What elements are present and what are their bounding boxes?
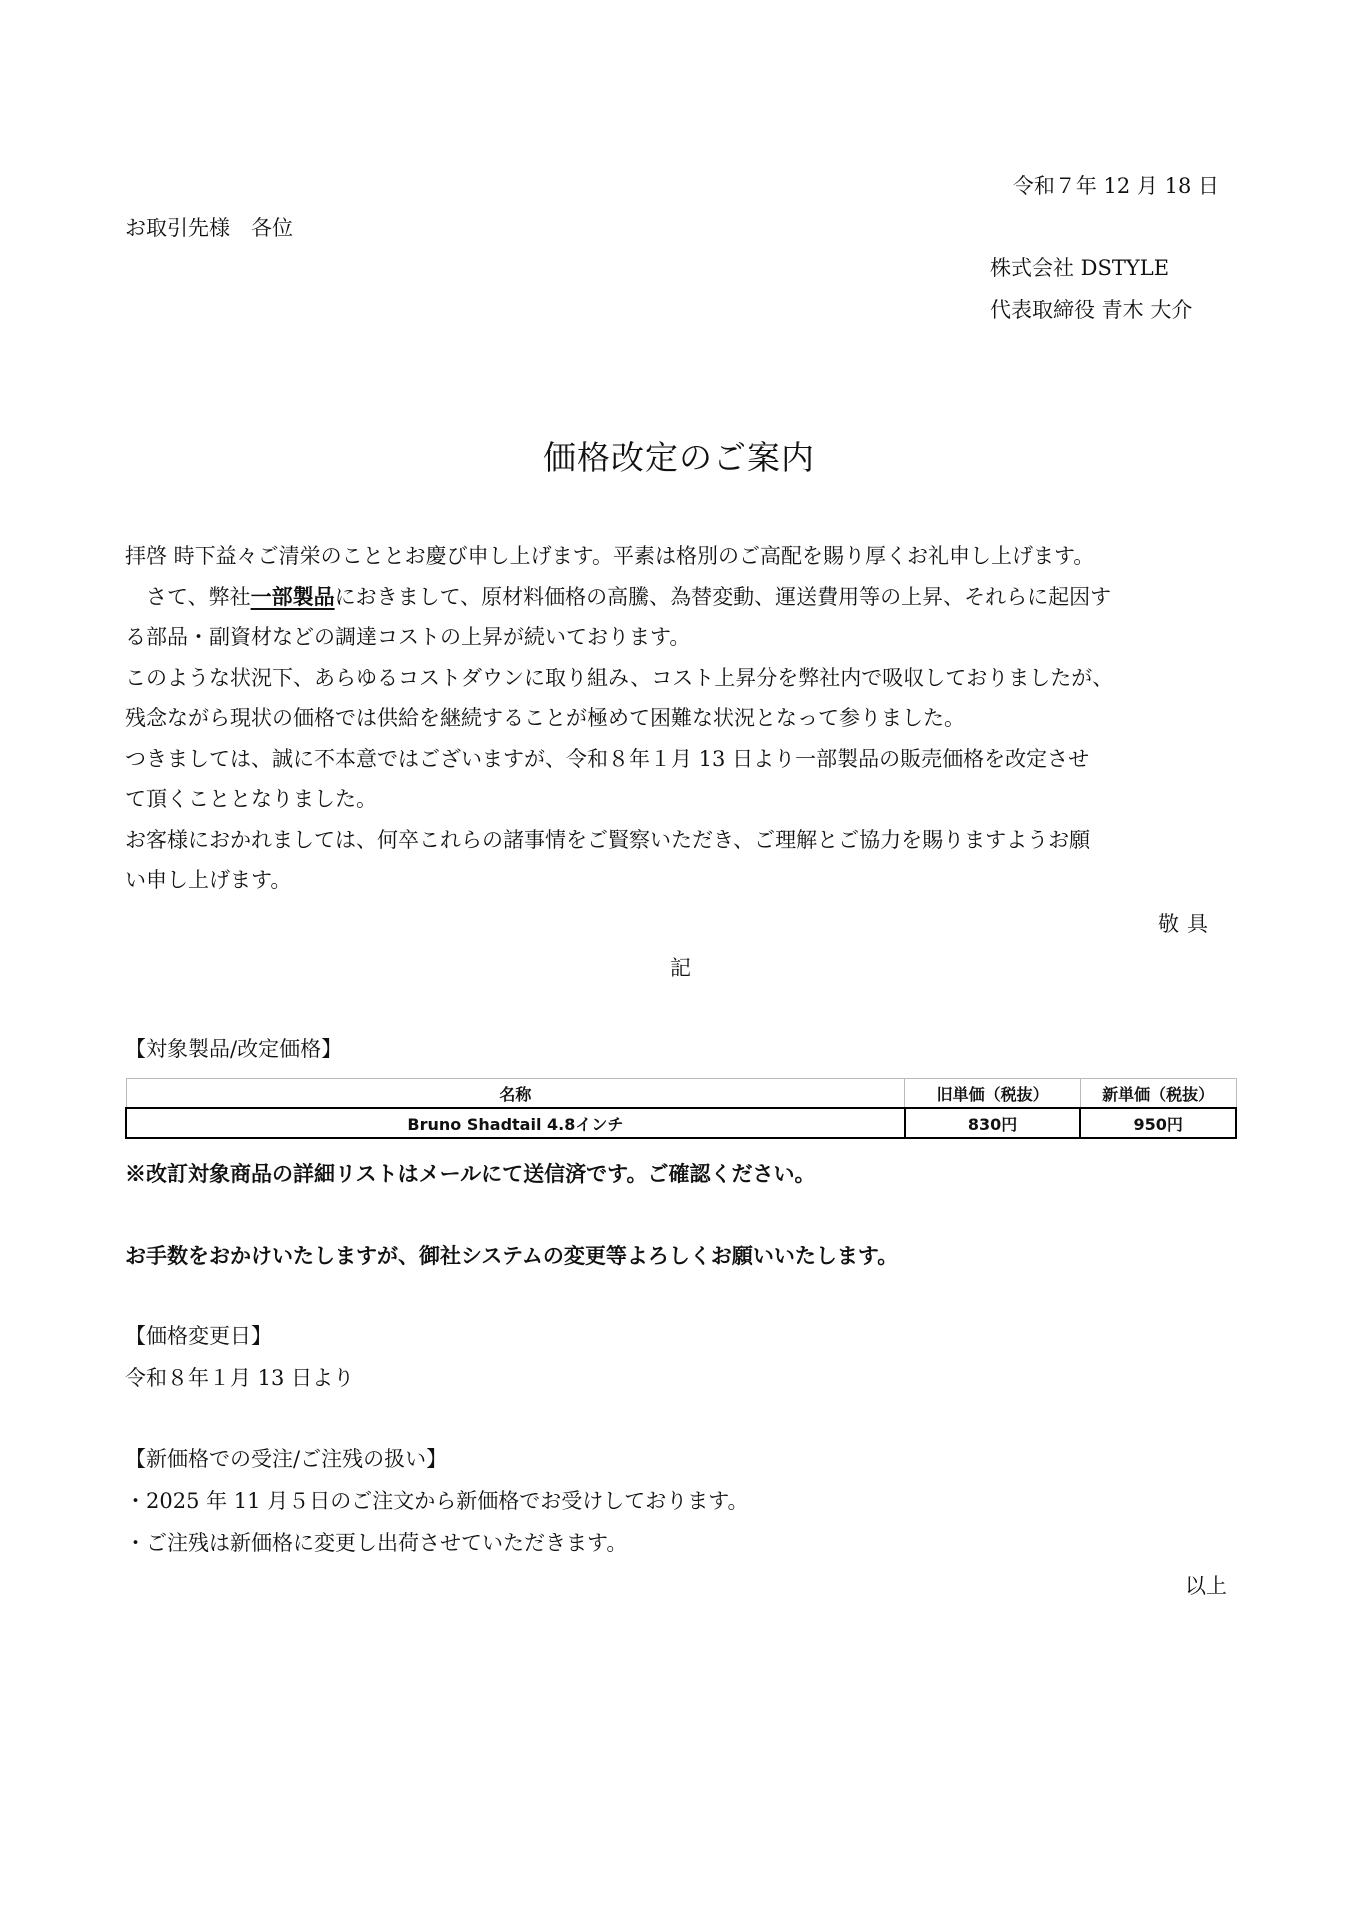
- product-name: Bruno Shadtail 4.8インチ: [126, 1108, 905, 1138]
- page-title: 価格改定のご案内: [543, 438, 815, 477]
- system-change-request: お手数をおかけいたしますが、御社システムの変更等よろしくお願いいたします。: [125, 1243, 899, 1268]
- orders-heading: 【新価格での受注/ご注残の扱い】: [125, 1447, 448, 1471]
- change-date-heading: 【価格変更日】: [125, 1324, 272, 1348]
- recipient: お取引先様 各位: [125, 216, 293, 240]
- letter-body: [125, 536, 1255, 901]
- price-table: [125, 1078, 1237, 1139]
- body-line: て頂くこととなりました。: [125, 787, 377, 811]
- body-line: お客様におかれましては、何卒これらの諸事情をご賢察いただき、ご理解とご協力を賜りますようお願: [125, 827, 1091, 852]
- orders-bullet: ・2025 年 11 月５日のご注文から新価格でお受けしております。: [125, 1489, 749, 1513]
- body-line: 拝啓 時下益々ご清栄のこととお慶び申し上げます。平素は格別のご高配を賜り厚くお礼申し上げます。: [125, 544, 1095, 568]
- body-line: つきましては、誠に不本意ではございますが、令和８年１月 13 日より一部製品の販売価格を改定させ: [125, 746, 1090, 771]
- body-line: [125, 577, 1255, 618]
- body-line: る部品・副資材などの調達コストの上昇が続いております。: [125, 625, 691, 649]
- old-price: 830円: [905, 1108, 1081, 1138]
- column-header-new-price: 新単価（税抜）: [1080, 1079, 1236, 1109]
- body-text: さて、弊社: [125, 584, 251, 609]
- column-header-old-price: 旧単価（税抜）: [905, 1079, 1081, 1109]
- ki-marker: 記: [670, 956, 691, 980]
- underlined-products: 一部製品: [250, 583, 335, 609]
- closing-keigu: 敬具: [1158, 912, 1216, 936]
- column-header-name: 名称: [126, 1079, 905, 1109]
- body-line: 残念ながら現状の価格では供給を継続することが極めて困難な状況となって参りました。: [125, 706, 965, 730]
- table-header-row: [126, 1079, 1236, 1109]
- letter-date: 令和７年 12 月 18 日: [1012, 174, 1219, 198]
- company-name: 株式会社 DSTYLE: [990, 256, 1170, 280]
- closing-ijo: 以上: [1185, 1574, 1227, 1598]
- table-row: [126, 1108, 1236, 1138]
- orders-bullet: ・ご注残は新価格に変更し出荷させていただきます。: [125, 1531, 628, 1555]
- representative-name: 代表取締役 青木 大介: [990, 298, 1193, 322]
- body-line: い申し上げます。: [125, 868, 292, 892]
- body-text: におきまして、原材料価格の高騰、為替変動、運送費用等の上昇、それらに起因す: [334, 584, 1112, 609]
- products-heading: 【対象製品/改定価格】: [125, 1037, 343, 1061]
- change-date-value: 令和８年１月 13 日より: [125, 1366, 355, 1390]
- detail-list-note: ※改訂対象商品の詳細リストはメールにて送信済です。ご確認ください。: [125, 1161, 816, 1186]
- body-line: このような状況下、あらゆるコストダウンに取り組み、コスト上昇分を弊社内で吸収しておりましたが、: [125, 665, 1114, 690]
- new-price: 950円: [1080, 1108, 1236, 1138]
